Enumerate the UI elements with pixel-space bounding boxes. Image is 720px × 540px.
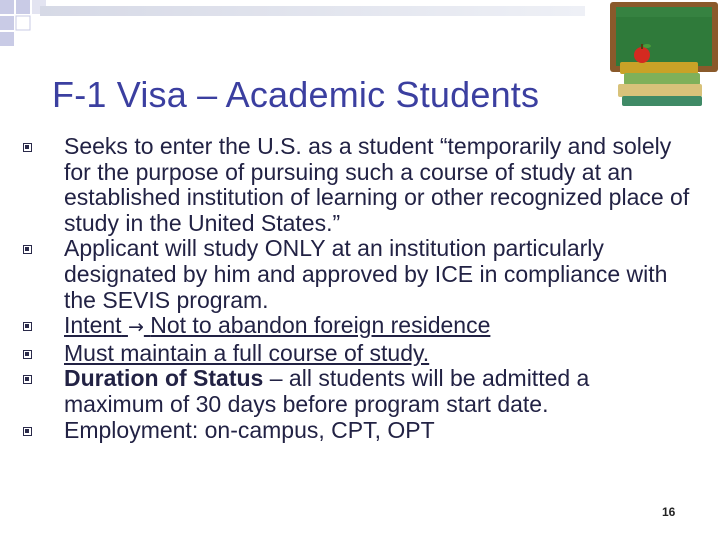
square-bullet-icon	[23, 375, 32, 384]
top-banner-bar	[40, 6, 585, 16]
square-bullet-icon	[23, 350, 32, 359]
chalkboard-books-illustration	[606, 0, 720, 112]
square-bullet-icon	[23, 322, 32, 331]
bullet-list	[22, 134, 692, 443]
bullet-item	[22, 366, 692, 417]
bullet-item	[22, 418, 692, 444]
maintain-text: Must maintain a full course of study.	[64, 339, 430, 366]
intent-rest: Not to abandon foreign residence	[150, 312, 491, 339]
bullet-item	[22, 313, 692, 341]
duration-label: Duration of Status	[64, 365, 264, 392]
square-bullet-icon	[23, 143, 32, 152]
bullet-item	[22, 236, 692, 313]
bullet-item	[22, 341, 692, 367]
intent-lead: Intent	[64, 312, 122, 339]
square-bullet-icon	[23, 427, 32, 436]
slide-title: F-1 Visa – Academic Students	[52, 74, 540, 115]
duration-text: – all students will be admitted a maximum of 30 days before program start date.	[64, 365, 590, 417]
bullet-text: Applicant will study ONLY at an institution particularly designated by him and approved by ICE in compliance with the SEVIS program.	[64, 235, 668, 313]
right-arrow-icon: →	[127, 316, 144, 339]
bullet-item	[22, 134, 692, 236]
intent-text	[64, 312, 490, 338]
square-bullet-icon	[23, 245, 32, 254]
page-number: 16	[662, 505, 676, 519]
bullet-text: Employment: on-campus, CPT, OPT	[64, 416, 435, 443]
bullet-text: Seeks to enter the U.S. as a student “temporarily and solely for the purpose of pursuing such a course of study at an established institution of learning or other recognized place of study in the United States.”	[64, 133, 690, 236]
